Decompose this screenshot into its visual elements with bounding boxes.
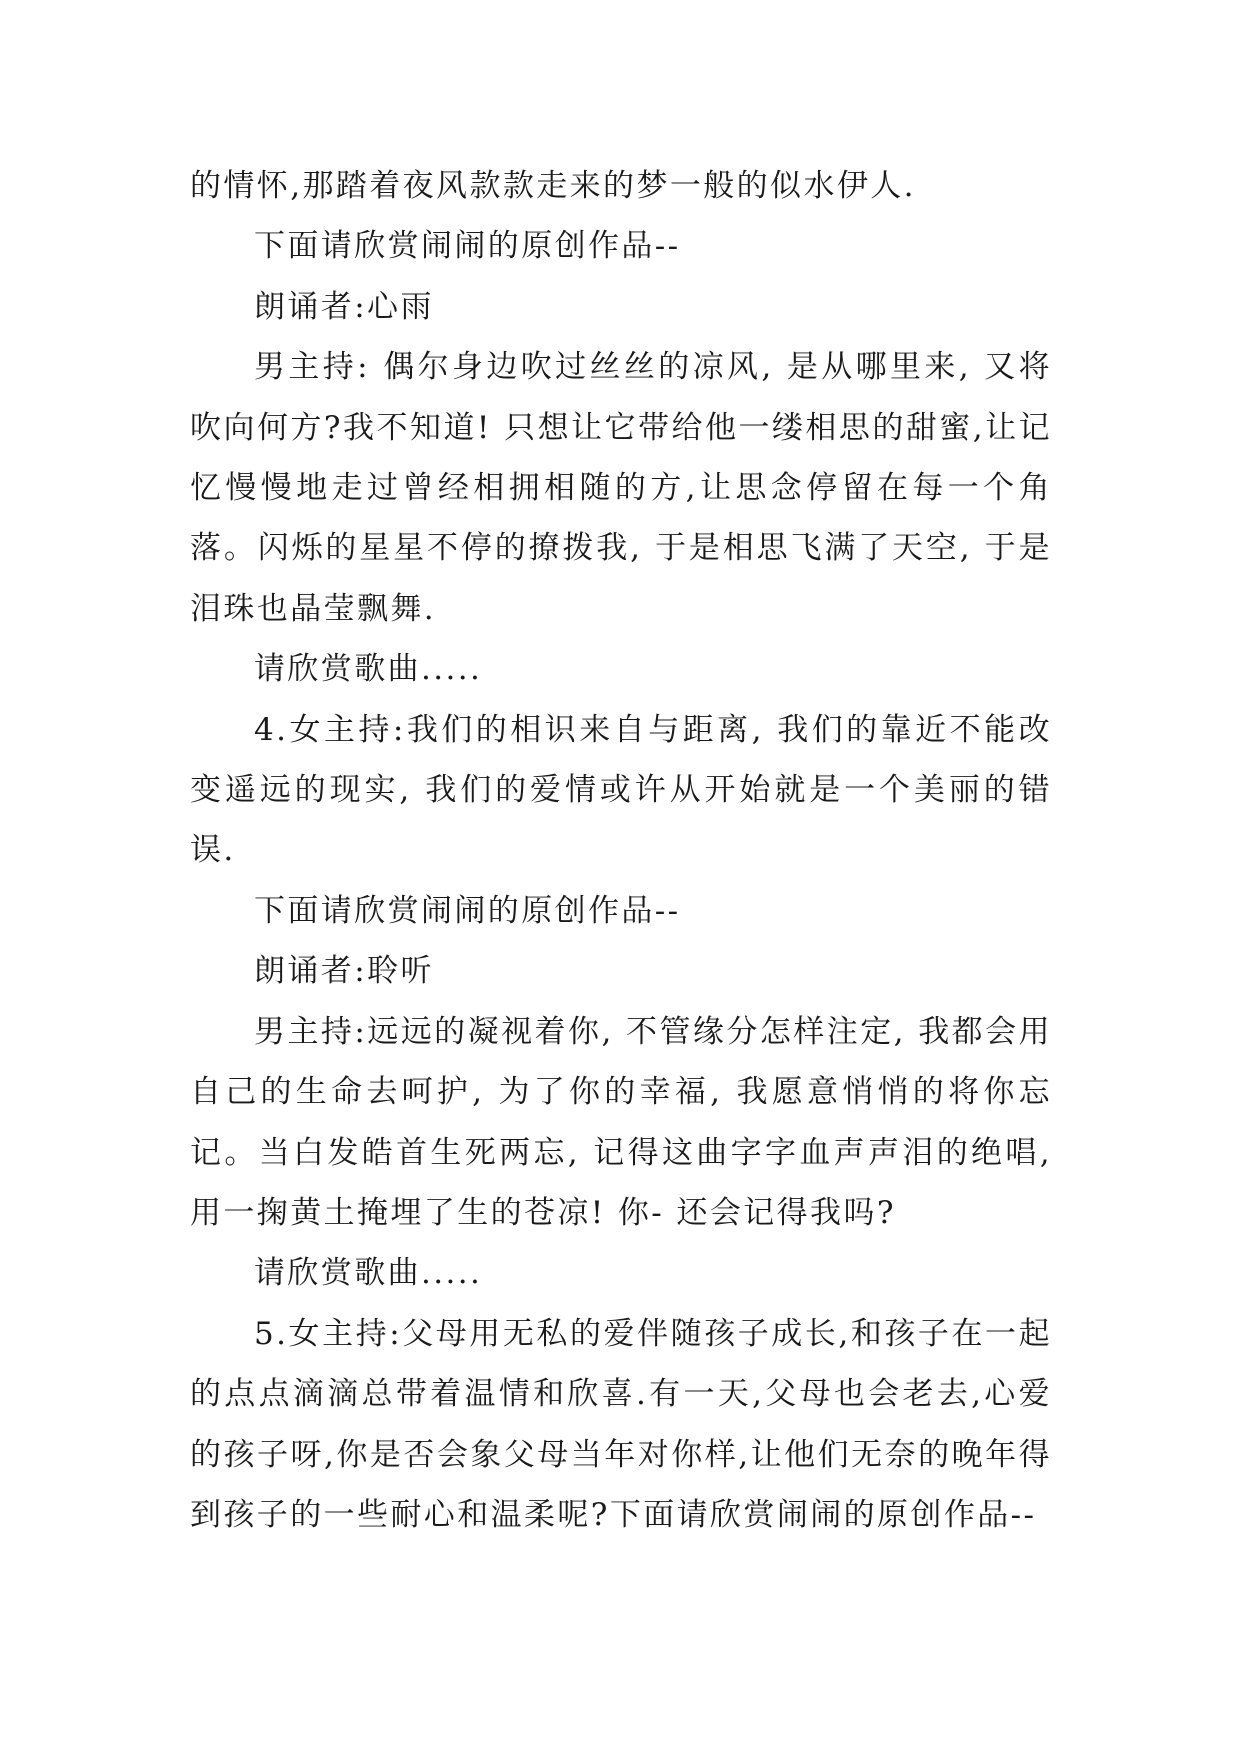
paragraph: 男主持:远远的凝视着你, 不管缘分怎样注定, 我都会用自己的生命去呵护, 为了你的幸福, 我愿意悄悄的将你忘记。当白发皓首生死两忘, 记得这曲字字血声声泪的绝唱, 用一掬黄土掩埋了生的苍凉! 你- 还会记得我吗? [190,1013,1052,1231]
paragraph: 男主持: 偶尔身边吹过丝丝的凉风, 是从哪里来, 又将吹向何方?我不知道! 只想让它带给他一缕相思的甜蜜,让记忆慢慢地走过曾经相拥相随的方,让思念停留在每一个角落。闪烁的星星不停的撩拨我, 于是相思飞满了天空, 于是泪珠也晶莹飘舞. [190,349,1052,627]
paragraph: 请欣赏歌曲..... [254,1255,483,1292]
paragraph: 下面请欣赏闹闹的原创作品-- [254,892,681,929]
paragraph: 4.女主持:我们的相识来自与距离, 我们的靠近不能改变遥远的现实, 我们的爱情或许从开始就是一个美丽的错误. [190,711,1052,869]
paragraph: 朗诵者:聆听 [254,953,434,990]
paragraph: 5.女主持:父母用无私的爱伴随孩子成长,和孩子在一起的点点滴滴总带着温情和欣喜.有一天,父母也会老去,心爱的孩子呀,你是否会象父母当年对你样,让他们无奈的晚年得到孩子的一些耐心和温柔呢?下面请欣赏闹闹的原创作品-- [190,1315,1052,1533]
paragraph: 朗诵者:心雨 [254,288,434,325]
document-body [190,156,1052,1545]
paragraph: 请欣赏歌曲..... [254,651,483,688]
paragraph: 下面请欣赏闹闹的原创作品-- [254,228,681,265]
paragraph: 的情怀,那踏着夜风款款走来的梦一般的似水伊人. [190,168,916,204]
